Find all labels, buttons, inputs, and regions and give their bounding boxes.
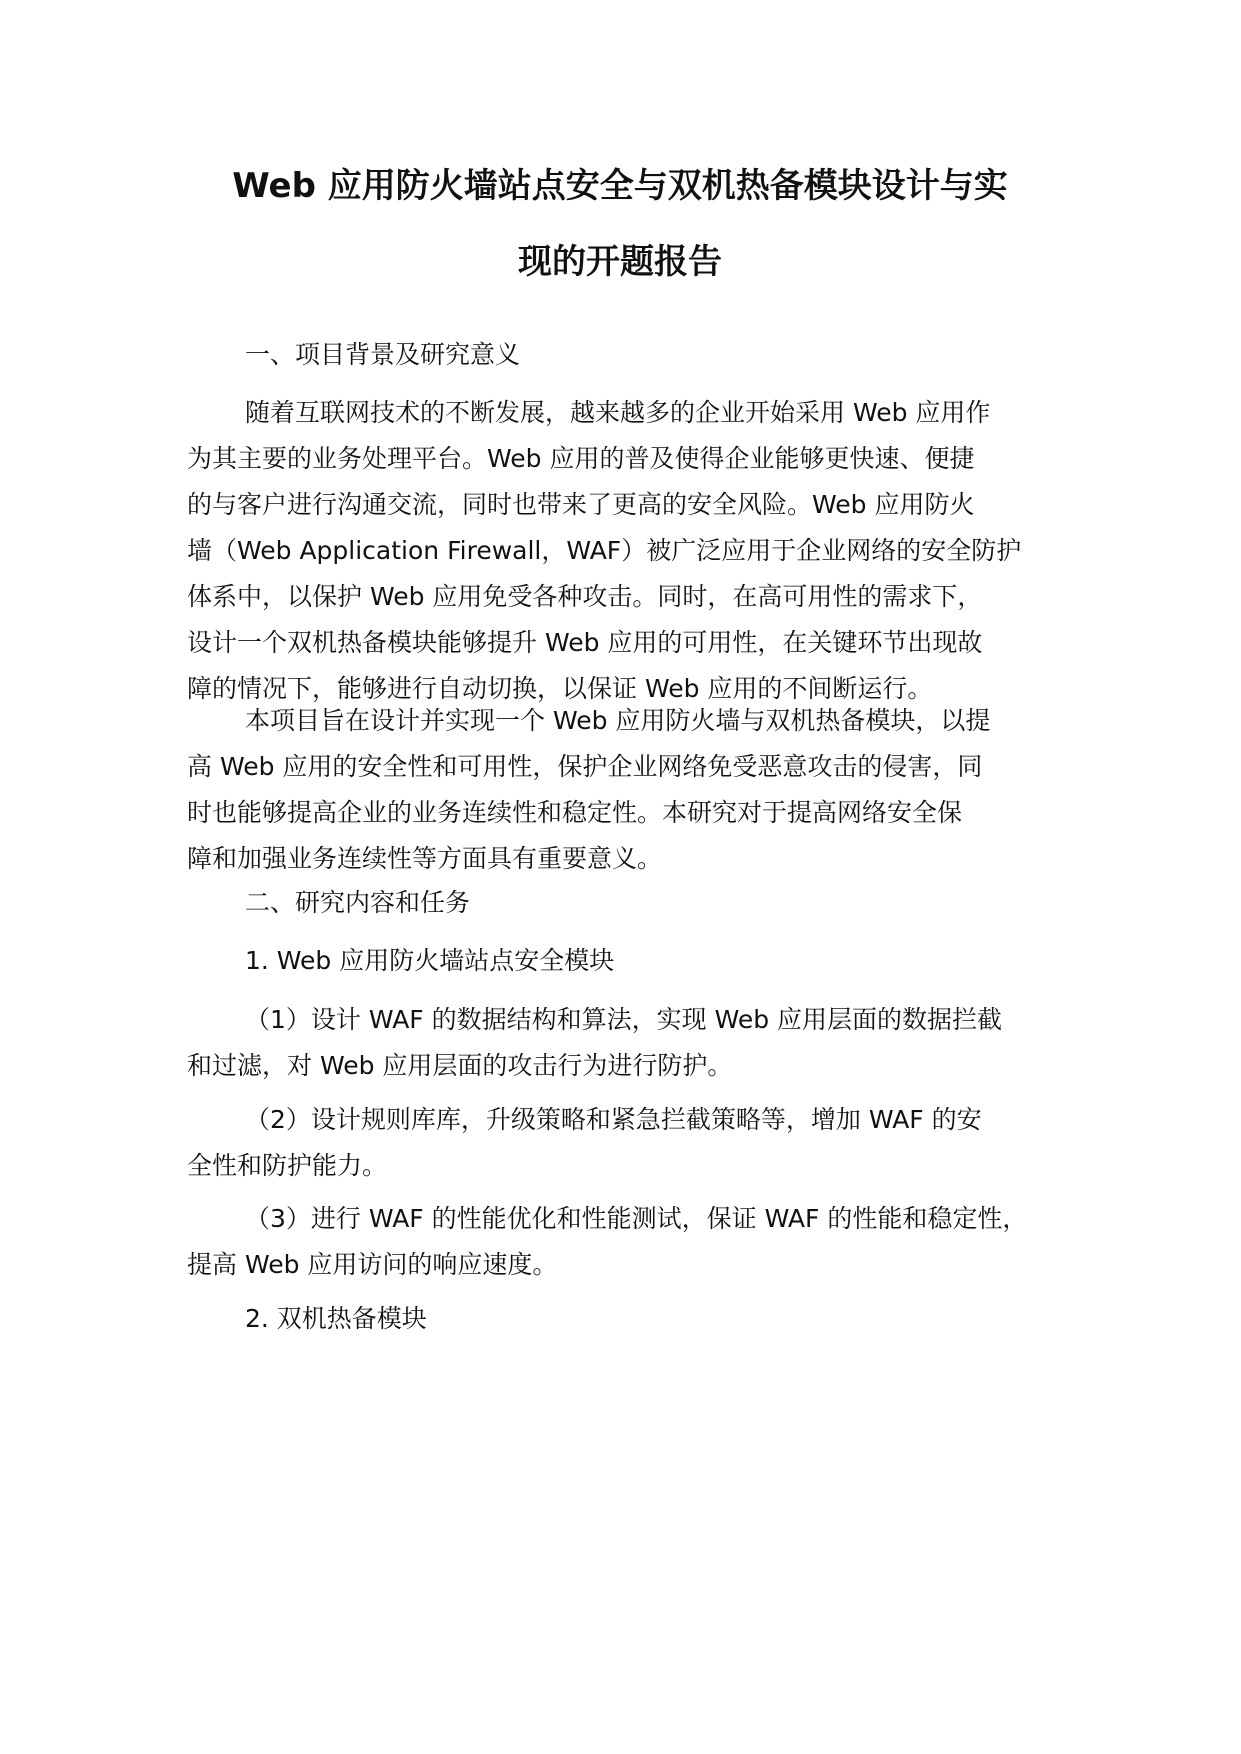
- task-item-2: [187, 1097, 1087, 1189]
- paragraph-objective: [187, 698, 1087, 882]
- paragraph-line: 本项目旨在设计并实现一个 Web 应用防火墙与双机热备模块，以提: [245, 706, 991, 735]
- paragraph-line: 设计一个双机热备模块能够提升 Web 应用的可用性，在关键环节出现故: [187, 628, 983, 657]
- paragraph-line: （3）进行 WAF 的性能优化和性能测试，保证 WAF 的性能和稳定性，: [245, 1204, 1028, 1233]
- paragraph-line: 高 Web 应用的安全性和可用性，保护企业网络免受恶意攻击的侵害，同: [187, 752, 983, 781]
- section-2-heading: 二、研究内容和任务: [245, 888, 471, 917]
- task-item-1: [187, 997, 1087, 1089]
- paragraph-line: 全性和防护能力。: [187, 1151, 388, 1180]
- title-line-2: 现的开题报告: [518, 242, 722, 282]
- title-line-1: Web 应用防火墙站点安全与双机热备模块设计与实: [232, 166, 1008, 206]
- paragraph-line: 障和加强业务连续性等方面具有重要意义。: [187, 844, 663, 873]
- paragraph-line: 随着互联网技术的不断发展，越来越多的企业开始采用 Web 应用作: [245, 398, 991, 427]
- paragraph-line: 体系中，以保护 Web 应用免受各种攻击。同时，在高可用性的需求下，: [187, 582, 983, 611]
- paragraph-line: （1）设计 WAF 的数据结构和算法，实现 Web 应用层面的数据拦截: [245, 1005, 1003, 1034]
- paragraph-background: [187, 390, 1087, 712]
- paragraph-line: 为其主要的业务处理平台。Web 应用的普及使得企业能够更快速、便捷: [187, 444, 975, 473]
- subsection-2-heading: 2. 双机热备模块: [245, 1304, 427, 1333]
- paragraph-line: 障的情况下，能够进行自动切换，以保证 Web 应用的不间断运行。: [187, 674, 933, 703]
- paragraph-line: 时也能够提高企业的业务连续性和稳定性。本研究对于提高网络安全保: [187, 798, 963, 827]
- section-1-heading: 一、项目背景及研究意义: [245, 340, 521, 369]
- document-title: [180, 148, 1060, 300]
- task-item-3: [187, 1196, 1087, 1288]
- subsection-1-heading: 1. Web 应用防火墙站点安全模块: [245, 946, 615, 975]
- paragraph-line: （2）设计规则库库，升级策略和紧急拦截策略等，增加 WAF 的安: [245, 1105, 982, 1134]
- paragraph-line: 提高 Web 应用访问的响应速度。: [187, 1250, 558, 1279]
- paragraph-line: 和过滤，对 Web 应用层面的攻击行为进行防护。: [187, 1051, 733, 1080]
- paragraph-line: 墙（Web Application Firewall，WAF）被广泛应用于企业网络的安全防护: [187, 536, 1022, 565]
- paragraph-line: 的与客户进行沟通交流，同时也带来了更高的安全风险。Web 应用防火: [187, 490, 975, 519]
